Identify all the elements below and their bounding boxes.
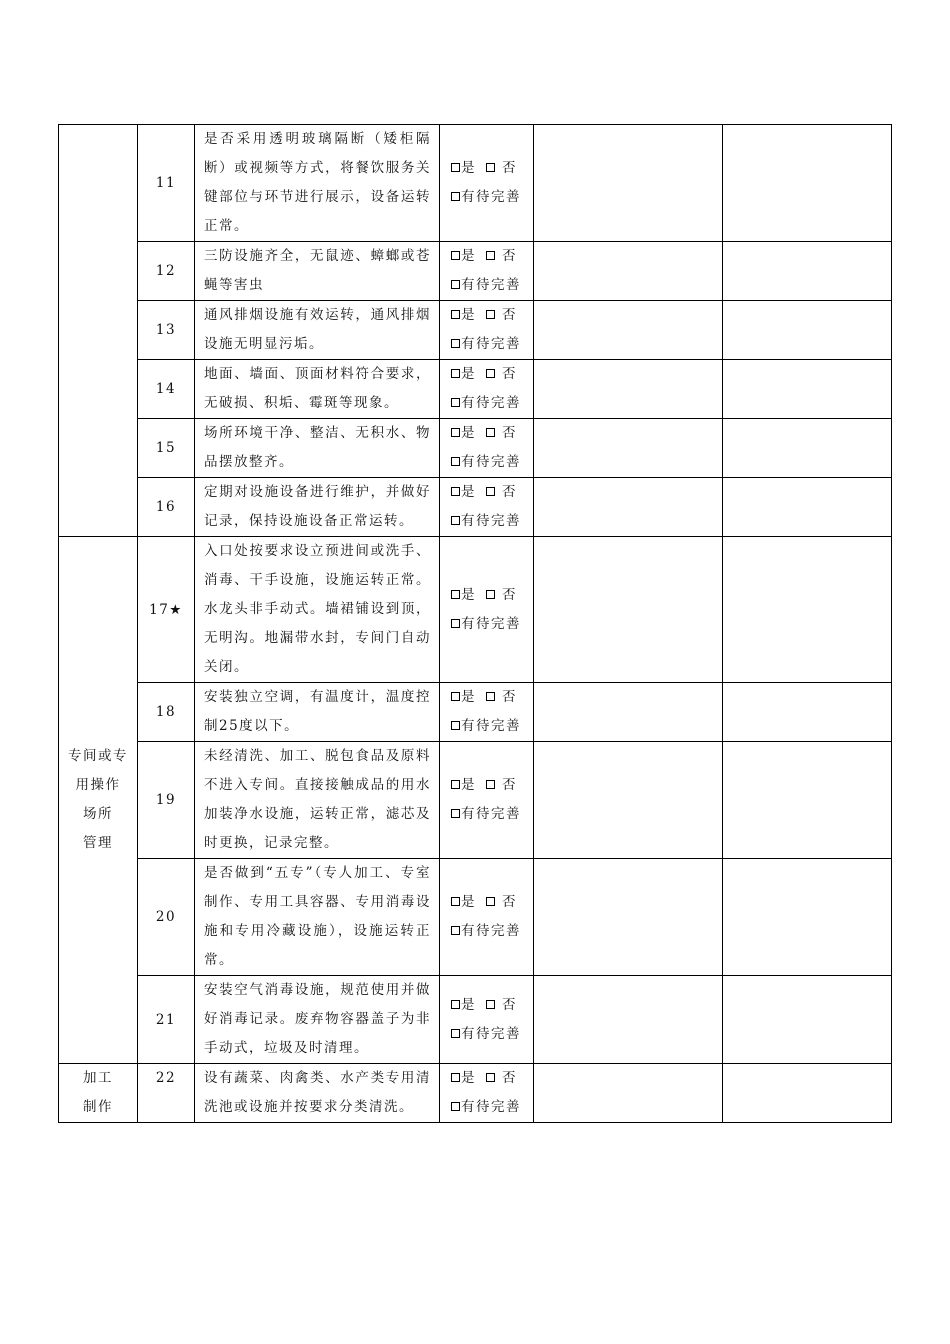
table-row	[59, 537, 892, 683]
table-row	[59, 419, 892, 478]
check-options: 是 否 有待完善	[440, 242, 534, 301]
table-row	[59, 242, 892, 301]
check-options: 是 否 有待完善	[440, 1064, 534, 1123]
improve-checkbox[interactable]	[451, 1029, 460, 1038]
no-checkbox[interactable]	[486, 692, 495, 701]
improve-checkbox[interactable]	[451, 339, 460, 348]
item-content: 是否做到“五专”（专人加工、专室制作、专用工具容器、专用消毒设施和专用冷藏设施），设施运转正常。	[195, 859, 440, 976]
item-number: 17★	[138, 537, 195, 683]
result-cell[interactable]	[534, 301, 723, 360]
yes-checkbox[interactable]	[451, 590, 460, 599]
check-options: 是 否 有待完善	[440, 478, 534, 537]
table-row	[59, 125, 892, 242]
item-number: 15	[138, 419, 195, 478]
check-options: 是 否 有待完善	[440, 125, 534, 242]
improve-checkbox[interactable]	[451, 457, 460, 466]
check-options: 是 否 有待完善	[440, 742, 534, 859]
table-row	[59, 478, 892, 537]
no-checkbox[interactable]	[486, 897, 495, 906]
improve-checkbox[interactable]	[451, 619, 460, 628]
improve-checkbox[interactable]	[451, 926, 460, 935]
yes-checkbox[interactable]	[451, 369, 460, 378]
no-checkbox[interactable]	[486, 1073, 495, 1082]
yes-checkbox[interactable]	[451, 310, 460, 319]
result-cell[interactable]	[534, 976, 723, 1064]
remark-cell[interactable]	[723, 537, 892, 683]
improve-checkbox[interactable]	[451, 809, 460, 818]
table-row	[59, 859, 892, 976]
result-cell[interactable]	[534, 683, 723, 742]
check-options: 是 否 有待完善	[440, 683, 534, 742]
remark-cell[interactable]	[723, 301, 892, 360]
yes-checkbox[interactable]	[451, 428, 460, 437]
check-options: 是 否 有待完善	[440, 301, 534, 360]
no-checkbox[interactable]	[486, 780, 495, 789]
yes-checkbox[interactable]	[451, 897, 460, 906]
remark-cell[interactable]	[723, 478, 892, 537]
item-content: 安装空气消毒设施，规范使用并做好消毒记录。废弃物容器盖子为非手动式，垃圾及时清理。	[195, 976, 440, 1064]
result-cell[interactable]	[534, 125, 723, 242]
check-options: 是 否 有待完善	[440, 976, 534, 1064]
item-content: 安装独立空调，有温度计，温度控制25度以下。	[195, 683, 440, 742]
table-row	[59, 1064, 892, 1123]
result-cell[interactable]	[534, 360, 723, 419]
remark-cell[interactable]	[723, 125, 892, 242]
item-number: 16	[138, 478, 195, 537]
yes-checkbox[interactable]	[451, 251, 460, 260]
improve-checkbox[interactable]	[451, 398, 460, 407]
table-row	[59, 360, 892, 419]
item-number: 20	[138, 859, 195, 976]
remark-cell[interactable]	[723, 242, 892, 301]
check-options: 是 否 有待完善	[440, 859, 534, 976]
item-number: 13	[138, 301, 195, 360]
check-options: 是 否 有待完善	[440, 360, 534, 419]
result-cell[interactable]	[534, 537, 723, 683]
item-content: 设有蔬菜、肉禽类、水产类专用清洗池或设施并按要求分类清洗。	[195, 1064, 440, 1123]
remark-cell[interactable]	[723, 742, 892, 859]
remark-cell[interactable]	[723, 859, 892, 976]
result-cell[interactable]	[534, 859, 723, 976]
remark-cell[interactable]	[723, 683, 892, 742]
yes-checkbox[interactable]	[451, 692, 460, 701]
no-checkbox[interactable]	[486, 310, 495, 319]
remark-cell[interactable]	[723, 360, 892, 419]
item-number: 14	[138, 360, 195, 419]
item-number: 11	[138, 125, 195, 242]
improve-checkbox[interactable]	[451, 192, 460, 201]
yes-checkbox[interactable]	[451, 1000, 460, 1009]
yes-checkbox[interactable]	[451, 780, 460, 789]
item-content: 未经清洗、加工、脱包食品及原料不进入专间。直接接触成品的用水加装净水设施，运转正常，滤芯及时更换，记录完整。	[195, 742, 440, 859]
item-content: 定期对设施设备进行维护，并做好记录，保持设施设备正常运转。	[195, 478, 440, 537]
remark-cell[interactable]	[723, 419, 892, 478]
improve-checkbox[interactable]	[451, 1102, 460, 1111]
item-content: 场所环境干净、整洁、无积水、物品摆放整齐。	[195, 419, 440, 478]
no-checkbox[interactable]	[486, 369, 495, 378]
table-row	[59, 742, 892, 859]
category-cell-blank	[59, 125, 138, 537]
item-number: 12	[138, 242, 195, 301]
table-row	[59, 976, 892, 1064]
item-number: 18	[138, 683, 195, 742]
result-cell[interactable]	[534, 478, 723, 537]
improve-checkbox[interactable]	[451, 721, 460, 730]
remark-cell[interactable]	[723, 1064, 892, 1123]
category-special-room: 专间或专 用操作 场所 管理	[59, 537, 138, 1064]
improve-checkbox[interactable]	[451, 516, 460, 525]
item-number: 22	[138, 1064, 195, 1123]
table-row	[59, 683, 892, 742]
item-number: 21	[138, 976, 195, 1064]
inspection-table	[58, 124, 892, 1123]
no-checkbox[interactable]	[486, 487, 495, 496]
no-checkbox[interactable]	[486, 251, 495, 260]
table-row	[59, 301, 892, 360]
item-number: 19	[138, 742, 195, 859]
remark-cell[interactable]	[723, 976, 892, 1064]
check-options: 是 否 有待完善	[440, 419, 534, 478]
result-cell[interactable]	[534, 242, 723, 301]
category-processing: 加工 制作	[59, 1064, 138, 1123]
no-checkbox[interactable]	[486, 428, 495, 437]
item-content: 入口处按要求设立预进间或洗手、消毒、干手设施，设施运转正常。水龙头非手动式。墙裙铺设到顶，无明沟。地漏带水封，专间门自动关闭。	[195, 537, 440, 683]
item-content: 三防设施齐全，无鼠迹、蟑螂或苍蝇等害虫	[195, 242, 440, 301]
result-cell[interactable]	[534, 1064, 723, 1123]
no-checkbox[interactable]	[486, 590, 495, 599]
result-cell[interactable]	[534, 419, 723, 478]
yes-checkbox[interactable]	[451, 163, 460, 172]
no-checkbox[interactable]	[486, 163, 495, 172]
improve-checkbox[interactable]	[451, 280, 460, 289]
item-content: 通风排烟设施有效运转，通风排烟设施无明显污垢。	[195, 301, 440, 360]
no-checkbox[interactable]	[486, 1000, 495, 1009]
result-cell[interactable]	[534, 742, 723, 859]
item-content: 是否采用透明玻璃隔断（矮柜隔断）或视频等方式，将餐饮服务关键部位与环节进行展示，设备运转正常。	[195, 125, 440, 242]
yes-checkbox[interactable]	[451, 487, 460, 496]
yes-checkbox[interactable]	[451, 1073, 460, 1082]
item-content: 地面、墙面、顶面材料符合要求，无破损、积垢、霉斑等现象。	[195, 360, 440, 419]
check-options: 是 否 有待完善	[440, 537, 534, 683]
